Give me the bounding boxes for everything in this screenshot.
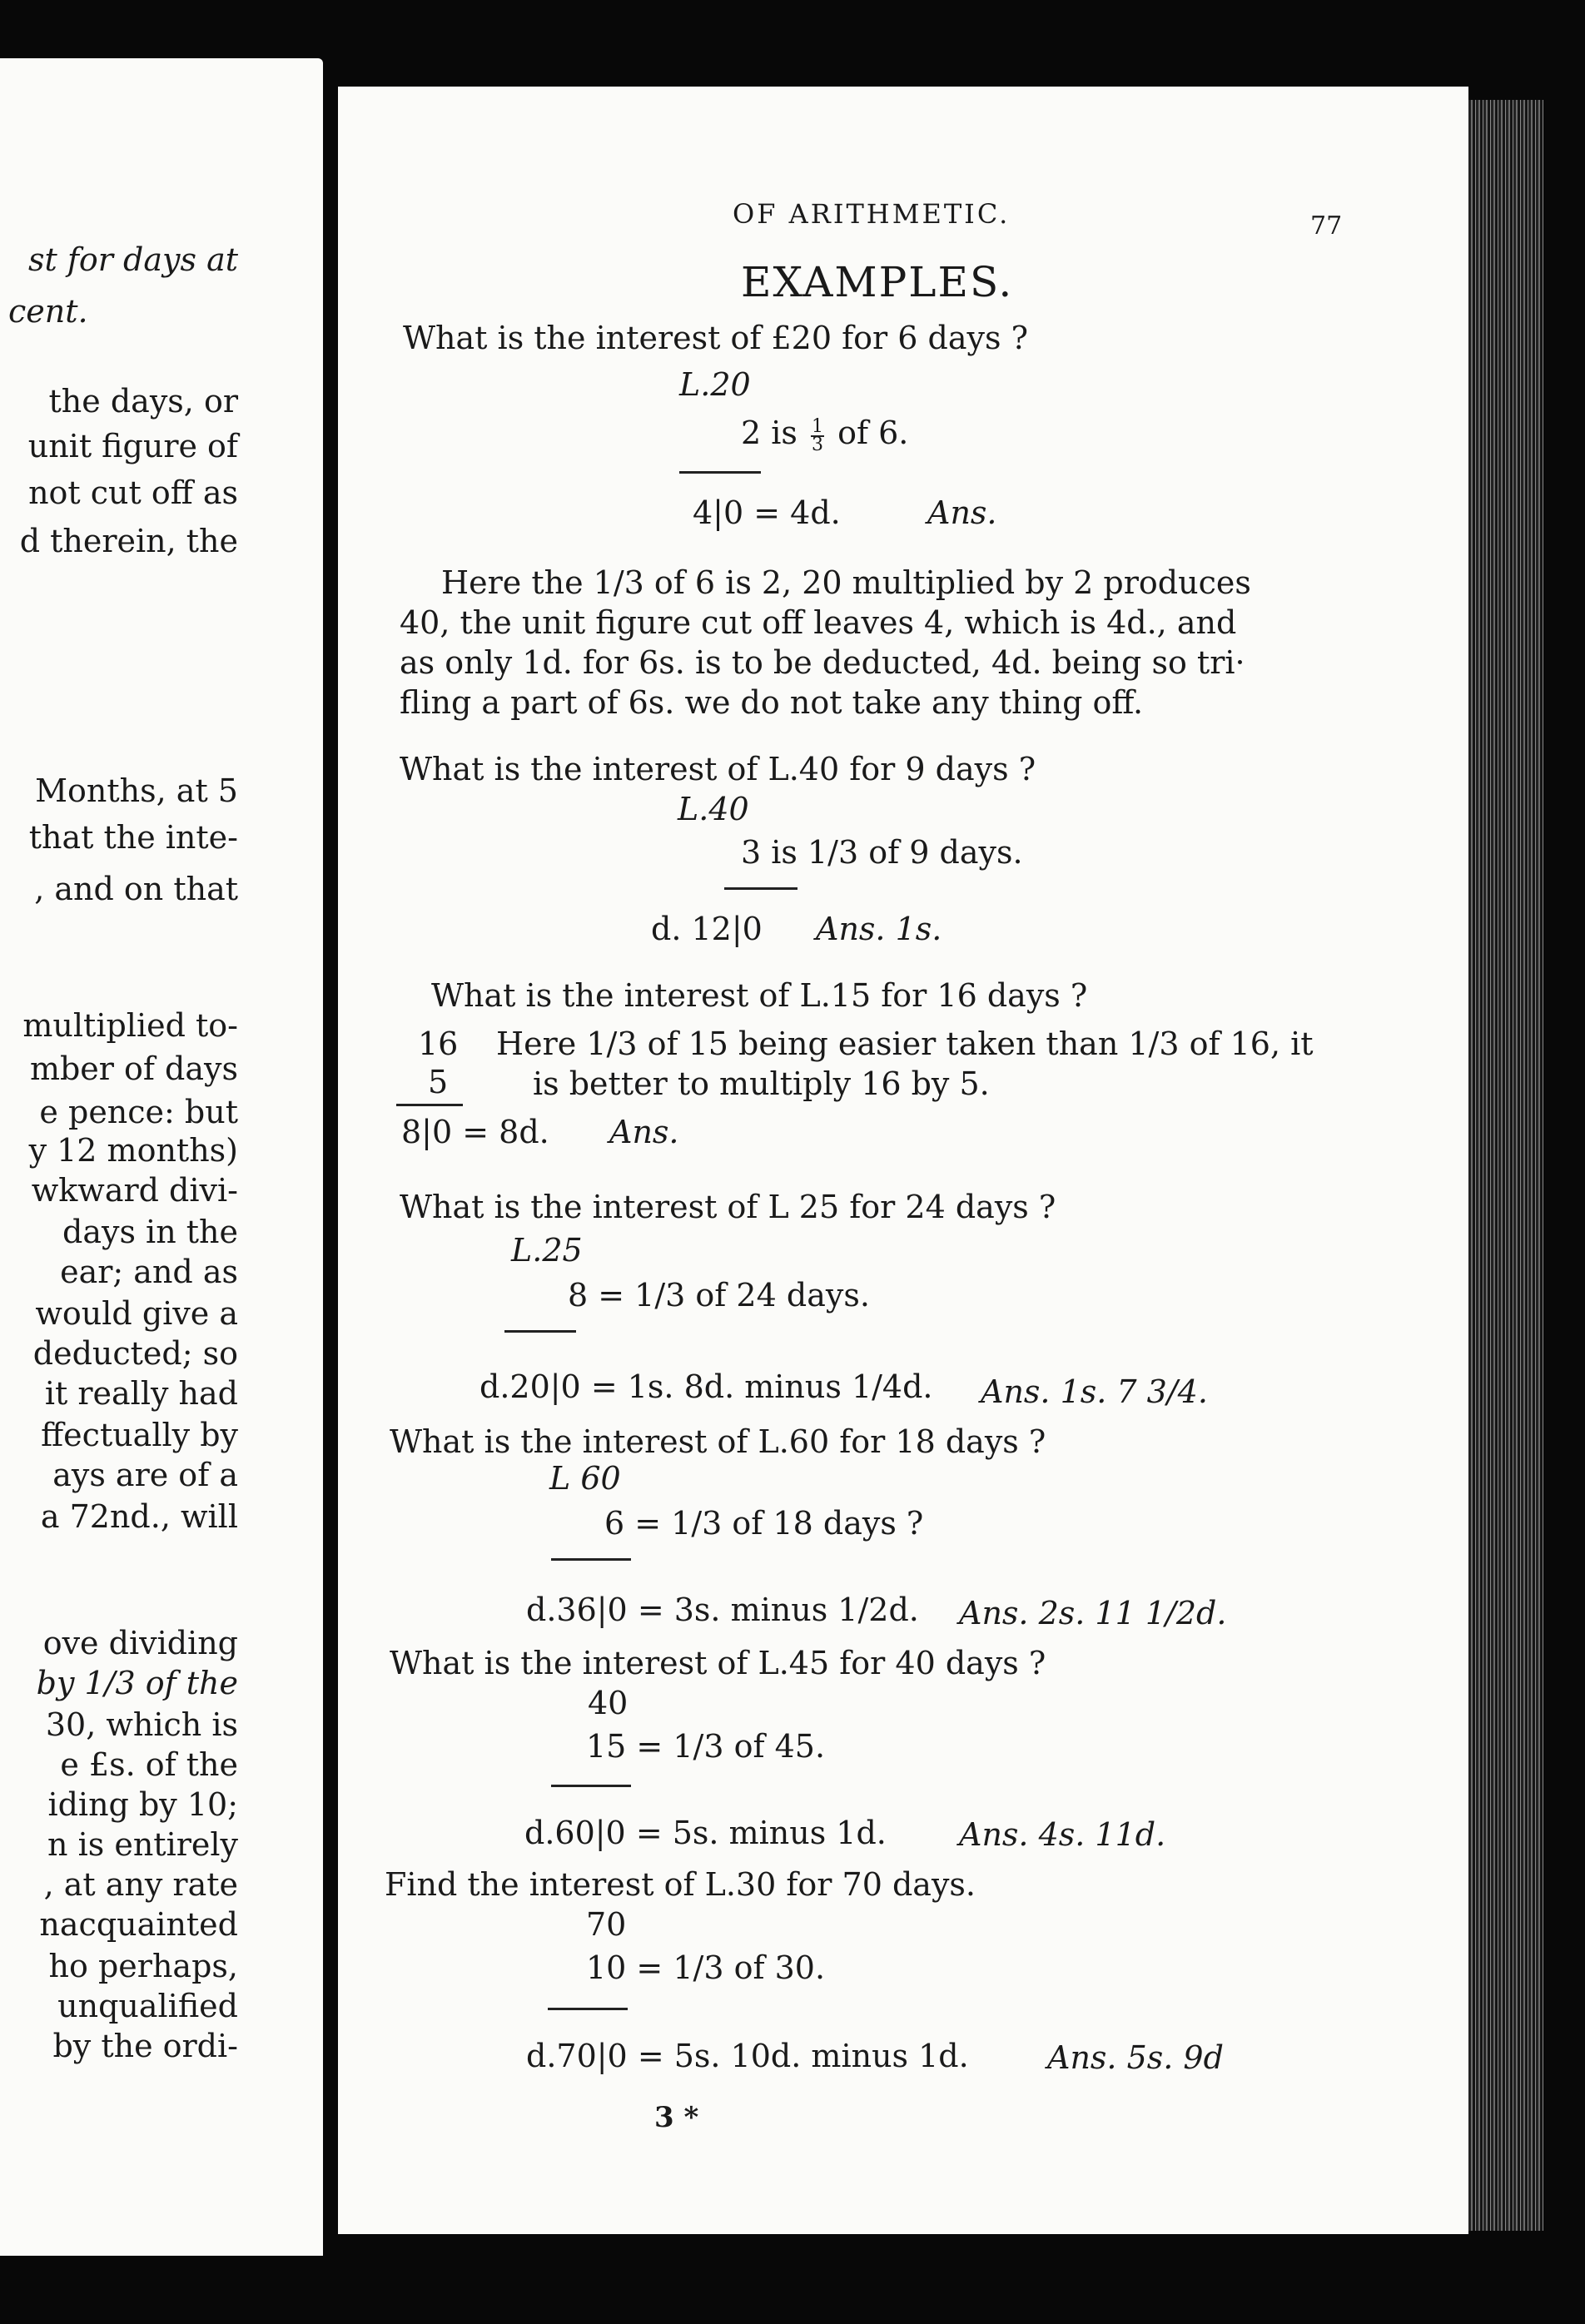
ex5-sum-rule [551, 1558, 631, 1561]
ex3-note-line-1: Here 1/3 of 15 being easier taken than 1/3 of 16, it [496, 1025, 1314, 1062]
ex3-note-line-2: is better to multiply 16 by 5. [533, 1065, 990, 1102]
left-page-line: ho perhaps, [48, 1948, 238, 1984]
left-page-line: ays are of a [52, 1457, 238, 1493]
ex2-multiplier: 3 is 1/3 of 9 days. [741, 834, 1023, 871]
ex3-number-b: 5 [428, 1064, 449, 1100]
left-page-line: , at any rate [43, 1866, 238, 1903]
left-page-line: cent. [8, 293, 88, 330]
left-page-line: by the ordi- [52, 2028, 238, 2064]
ex6-sum-rule [551, 1785, 631, 1787]
ex7-sum-rule [548, 2008, 628, 2010]
running-title: OF ARITHMETIC. [733, 198, 1011, 230]
left-page-line: ove dividing [42, 1625, 238, 1661]
ex7-question: Find the interest of L.30 for 70 days. [385, 1866, 976, 1903]
left-page-line: the days, or [48, 383, 238, 420]
ex1-question: What is the interest of £20 for 6 days ? [403, 320, 1028, 356]
ex1-explanation-line-2: 40, the unit figure cut off leaves 4, which is 4d., and [400, 604, 1237, 641]
ex2-question: What is the interest of L.40 for 9 days ? [400, 751, 1036, 787]
section-title: EXAMPLES. [741, 258, 1014, 306]
ex7-multiplier: 10 = 1/3 of 30. [586, 1949, 826, 1986]
ex6-principal: 40 [588, 1685, 629, 1721]
left-page-line: deducted; so [32, 1335, 238, 1372]
left-page-line: ffectually by [41, 1417, 238, 1453]
left-page-line: not cut off as [28, 474, 238, 511]
ex2-result: d. 12|0 [651, 911, 763, 947]
left-page-line: a 72nd., will [40, 1498, 238, 1535]
ex7-principal: 70 [586, 1906, 627, 1943]
left-page-line: ear; and as [60, 1254, 238, 1290]
ex6-multiplier: 15 = 1/3 of 45. [586, 1728, 826, 1765]
ex5-answer: Ans. 2s. 11 1/2d. [959, 1595, 1227, 1631]
left-page-line: y 12 months) [28, 1132, 238, 1169]
ex1-principal: L.20 [679, 366, 751, 403]
left-page-line: multiplied to- [22, 1007, 238, 1044]
left-page [0, 58, 323, 2256]
left-page-line: e £s. of the [60, 1746, 238, 1783]
ex6-result: d.60|0 = 5s. minus 1d. [524, 1815, 887, 1851]
left-page-line: it really had [44, 1375, 238, 1412]
ex4-sum-rule [504, 1330, 576, 1333]
ex6-question: What is the interest of L.45 for 40 days ? [390, 1645, 1046, 1681]
ex7-answer: Ans. 5s. 9d [1047, 2039, 1224, 2076]
right-page [338, 87, 1468, 2234]
ex1-explanation-line-4: fling a part of 6s. we do not take any thing off. [400, 684, 1144, 721]
ex2-sum-rule [724, 887, 797, 890]
ex4-multiplier: 8 = 1/3 of 24 days. [568, 1277, 870, 1313]
ex1-answer: Ans. [927, 494, 997, 531]
ex5-question: What is the interest of L.60 for 18 days ? [390, 1423, 1046, 1460]
ex1-multiplier [741, 415, 908, 454]
left-page-line: iding by 10; [47, 1786, 238, 1823]
left-page-line: unqualified [57, 1988, 238, 2024]
ex5-multiplier: 6 = 1/3 of 18 days ? [604, 1505, 924, 1542]
left-page-line: by 1/3 of the [36, 1665, 238, 1701]
book-page-edge [1468, 100, 1543, 2231]
left-page-line: d therein, the [19, 523, 238, 559]
left-page-line: , and on that [34, 871, 238, 907]
ex2-principal: L.40 [678, 791, 749, 827]
left-page-line: st for days at [28, 241, 238, 278]
ex3-question: What is the interest of L.15 for 16 days ? [431, 977, 1088, 1014]
ex3-answer: Ans. [609, 1114, 679, 1150]
left-page-line: that the inte- [28, 819, 238, 856]
left-page-line: would give a [35, 1295, 238, 1332]
one-third-fraction: $\frac{1}{3}$ [812, 415, 824, 455]
ex1-explanation-line-1: Here the 1/3 of 6 is 2, 20 multiplied by 2 produces [441, 564, 1251, 601]
ex3-result: 8|0 = 8d. [401, 1114, 549, 1150]
ex4-result: d.20|0 = 1s. 8d. minus 1/4d. [479, 1368, 933, 1405]
ex1-multiplier-suffix: of 6. [837, 415, 909, 451]
ex4-principal: L.25 [511, 1232, 583, 1269]
ex3-number-a: 16 [418, 1025, 459, 1062]
left-page-line: nacquainted [39, 1906, 238, 1943]
ex7-result: d.70|0 = 5s. 10d. minus 1d. [526, 2038, 969, 2074]
ex1-explanation-line-3: as only 1d. for 6s. is to be deducted, 4d. being so tri· [400, 644, 1245, 681]
left-page-line: unit figure of [27, 428, 238, 464]
ex6-answer: Ans. 4s. 11d. [959, 1816, 1166, 1853]
page-number: 77 [1310, 211, 1343, 241]
ex5-principal: L 60 [549, 1460, 621, 1497]
ex4-question: What is the interest of L 25 for 24 days ? [400, 1189, 1056, 1225]
ex1-result: 4|0 = 4d. [693, 494, 841, 531]
left-page-line: wkward divi- [31, 1172, 238, 1209]
ex4-answer: Ans. 1s. 7 3/4. [981, 1373, 1208, 1410]
ex5-result: d.36|0 = 3s. minus 1/2d. [526, 1592, 919, 1628]
signature-mark: 3 * [654, 2101, 699, 2134]
left-page-line: mber of days [29, 1050, 238, 1087]
ex2-answer: Ans. 1s. [816, 911, 942, 947]
left-page-line: e pence: but [39, 1094, 238, 1130]
left-page-line: 30, which is [45, 1706, 238, 1743]
ex1-sum-rule [679, 471, 761, 474]
left-page-line: Months, at 5 [35, 772, 238, 809]
ex3-sum-rule [396, 1104, 463, 1106]
left-page-line: n is entirely [47, 1826, 238, 1863]
ex1-multiplier-prefix: 2 is [741, 415, 797, 451]
left-page-line: days in the [62, 1214, 238, 1250]
